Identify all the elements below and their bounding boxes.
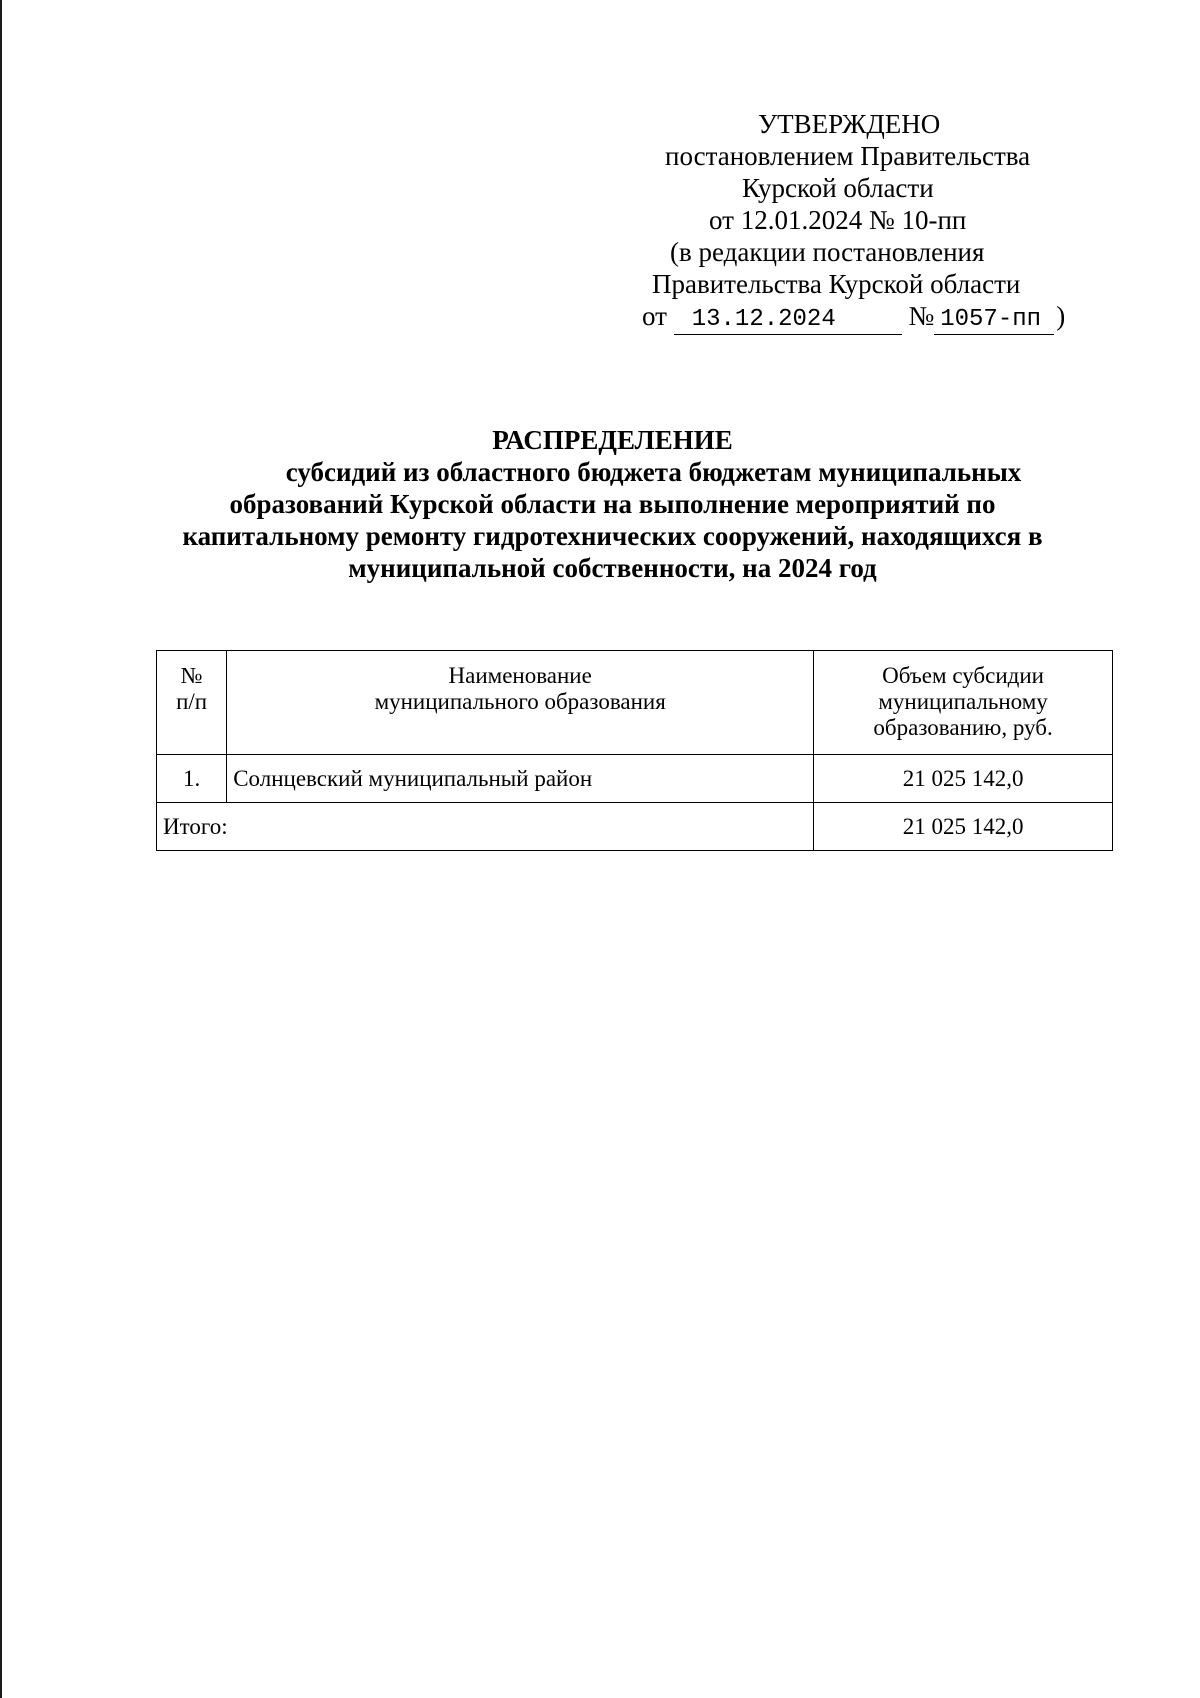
title-heading: РАСПРЕДЕЛЕНИЕ bbox=[492, 425, 733, 455]
table-header-row bbox=[157, 651, 1113, 755]
scan-edge bbox=[0, 0, 2, 1698]
edition-date-field: 13.12.2024 bbox=[674, 306, 902, 335]
number-label: № bbox=[908, 301, 935, 331]
title-line-4: муниципальной собственности, на 2024 год bbox=[348, 553, 877, 583]
header-name: Наименование муниципального образования bbox=[227, 651, 814, 755]
row-num: 1. bbox=[157, 755, 227, 803]
approval-decree-ref: от 12.01.2024 № 10-пп bbox=[709, 205, 967, 235]
table-total-row bbox=[157, 803, 1113, 851]
header-volume: Объем субсидии муниципальному образованию, руб. bbox=[814, 651, 1113, 755]
closing-paren: ) bbox=[1056, 301, 1066, 331]
row-volume: 21 025 142,0 bbox=[814, 755, 1113, 803]
table-row bbox=[157, 755, 1113, 803]
approval-edition-note: (в редакции постановления bbox=[670, 237, 985, 267]
subsidy-table bbox=[156, 650, 1113, 851]
approval-issuer: постановлением Правительства bbox=[665, 141, 1031, 171]
edition-number-field: 1057-пп bbox=[934, 306, 1054, 335]
approval-block bbox=[620, 108, 1090, 335]
document-title bbox=[150, 424, 1075, 584]
approval-edition-ref bbox=[620, 300, 1090, 335]
total-volume: 21 025 142,0 bbox=[814, 803, 1113, 851]
row-name: Солнцевский муниципальный район bbox=[227, 755, 814, 803]
title-line-1: субсидий из областного бюджета бюджетам муниципальных bbox=[285, 457, 1022, 487]
approval-edition-issuer: Правительства Курской области bbox=[652, 269, 1021, 299]
total-label: Итого: bbox=[157, 803, 814, 851]
approval-stamp: УТВЕРЖДЕНО bbox=[758, 109, 941, 139]
from-label: от bbox=[642, 301, 667, 331]
title-line-3: капитальному ремонту гидротехнических сооружений, находящихся в bbox=[182, 521, 1043, 551]
header-num: № п/п bbox=[157, 651, 227, 755]
approval-region: Курской области bbox=[742, 173, 934, 203]
title-line-2: образований Курской области на выполнение мероприятий по bbox=[229, 489, 996, 519]
